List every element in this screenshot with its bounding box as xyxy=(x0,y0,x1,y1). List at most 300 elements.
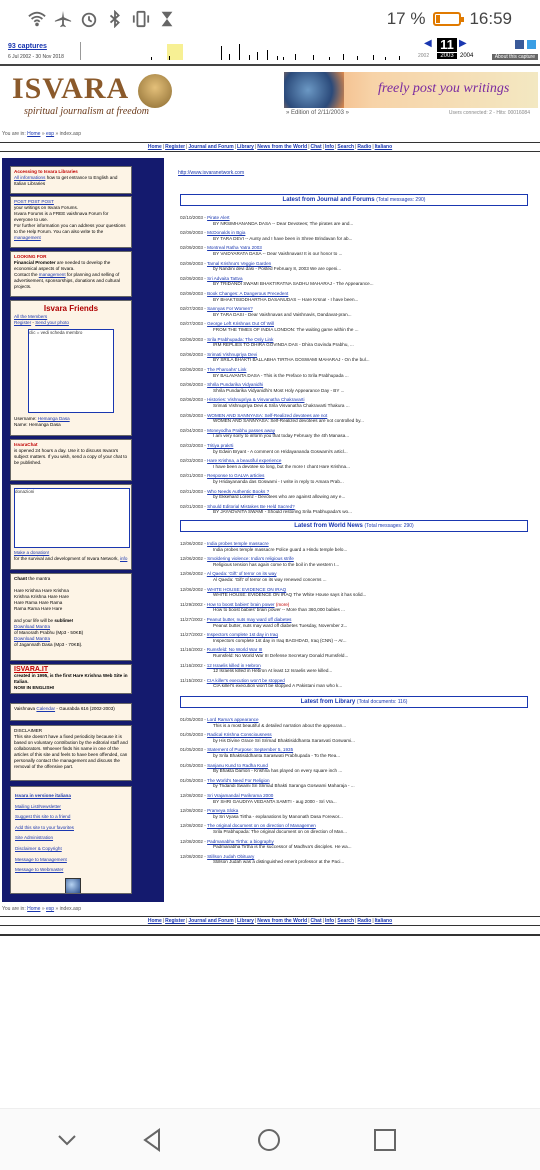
entry-date: 11/27/2002 - xyxy=(180,632,206,638)
entry-title-link[interactable]: The World's Need For Religion xyxy=(207,777,270,783)
entry-title-link[interactable]: Peanut butter, nuts may ward off diabetes xyxy=(206,617,292,622)
nav-link[interactable]: News from the World xyxy=(257,144,308,150)
list-item xyxy=(180,823,530,834)
list-item xyxy=(180,747,530,758)
entry-description: by Tridandi Swami Sri Srimad Bhakti Saranga Goswami Maharaja - ... xyxy=(213,783,355,789)
entry-title-link[interactable]: The original document on on direction of Managemen xyxy=(207,823,316,829)
nav-separator: | xyxy=(355,144,357,150)
list-item xyxy=(180,261,530,272)
captures-link[interactable]: 93 captures xyxy=(8,43,47,50)
entry-description: Al Qaeda: 'Gift' of terror on its way renewed concerns ... xyxy=(213,576,327,582)
list-item xyxy=(180,854,530,865)
entry-description: by His Divine Grace Sri Srimad Bhaktisiddhanta Sarasvati Goswami... xyxy=(213,737,355,743)
nav-separator: | xyxy=(162,918,165,924)
entry-description: How to boost babies' brain power -- More than 360,000 babies ... xyxy=(213,607,345,613)
site-link[interactable]: Message to Webmaster xyxy=(15,867,64,873)
histogram-bar xyxy=(229,54,230,60)
member-name: Hemanga Dasa xyxy=(28,422,61,427)
site-logo[interactable] xyxy=(4,72,174,124)
member-photo-alt: clic = vedi scheda membro xyxy=(29,330,83,335)
entry-date: 02/09/2003 - xyxy=(180,260,206,266)
banner-portrait-icon xyxy=(284,72,344,108)
list-item xyxy=(180,337,530,348)
entry-description: by Nandini devi dasi - Posted February 8, 2003 We are openi... xyxy=(213,266,342,272)
download-mantra-link-2[interactable]: Download Mantra xyxy=(14,636,51,641)
list-item xyxy=(180,276,530,287)
entry-description: BY SRILA BHAKTI BALLABHA TIRTHA GOSWAMI MAHARAJ - On the bul... xyxy=(213,357,370,363)
recents-icon[interactable] xyxy=(372,1127,398,1153)
list-item xyxy=(180,230,530,241)
entry-title-link[interactable]: Shrila Pundarika Vidyanidhi xyxy=(207,382,264,388)
site-link[interactable]: Mailing List/Newsletter xyxy=(15,803,61,809)
chat-title[interactable]: IsvaraChat xyxy=(14,442,38,447)
entry-title-link[interactable]: Tamal Krishna's Veggie Garden xyxy=(207,260,272,266)
about-capture-button[interactable]: About this capture xyxy=(492,54,538,60)
section-title[interactable]: Latest from Journal and Forums xyxy=(282,197,375,203)
header-banner[interactable] xyxy=(284,72,538,108)
list-item xyxy=(180,617,530,628)
entry-date: 02/06/2003 - xyxy=(180,382,206,388)
entry-title-link[interactable]: Should Editorial Mistakes Be Held Sacred? xyxy=(207,503,295,509)
all-members-link[interactable]: All the Members xyxy=(14,314,48,319)
entry-date: 02/09/2003 - xyxy=(180,245,206,251)
histogram-bar xyxy=(373,55,374,60)
breadcrumb-bottom: You are in: Home » esp » index.asp xyxy=(2,906,82,912)
donation-box: donazioni Make a donation! for the survival and development of Isvara Network, info xyxy=(10,484,132,570)
back-icon[interactable] xyxy=(140,1127,166,1153)
calendar-box: Vaishnava Calendar - Gaurabda 616 (2002-2003) xyxy=(10,703,132,721)
looking-for-box: LOOKING FOR Financial Promoter are needed to develop the economical aspects of Isvara. Contact the management for planning and selling of advertisement, sponsorships, donations and cultural projects. xyxy=(10,251,132,297)
home-icon[interactable] xyxy=(256,1127,282,1153)
entry-description: Rumsfeld: No World War III Defense Secretary Donald Rumsfeld... xyxy=(213,652,349,658)
send-photo-link[interactable]: Send your photo xyxy=(35,320,69,325)
entry-title-link[interactable]: Pirate Alert xyxy=(207,215,230,220)
isvara-it-link[interactable]: ISVARA.IT xyxy=(14,666,49,673)
list-item xyxy=(180,587,530,598)
entry-title-link[interactable]: Sannyas For Women? xyxy=(207,306,253,312)
clock: 16:59 xyxy=(469,9,512,28)
entry-description: Padmanabha Tirtha is the successor of Madhva's disciples. He wa... xyxy=(213,844,352,850)
list-item xyxy=(180,443,530,454)
nav-link[interactable]: Home xyxy=(147,918,162,924)
entry-description: IRM REPLIES TO DHIRA GOVINDA DAS - Dhira Govinda Prabhu, ... xyxy=(213,342,354,348)
list-item xyxy=(180,717,530,728)
list-item xyxy=(180,397,530,408)
list-item xyxy=(180,647,530,658)
year-next[interactable]: 2004 xyxy=(460,53,474,59)
histogram-bar xyxy=(249,55,250,60)
site-link[interactable]: Suggest this site to a friend xyxy=(15,814,71,820)
nav-separator: | xyxy=(355,918,357,924)
entry-description: BY TARA DASI - Dear Vaishnavas and Vaishnavis, Dandavat-pran... xyxy=(213,311,352,317)
management-link-2[interactable]: management xyxy=(38,272,66,277)
site-link[interactable]: Add this site to your favorites xyxy=(15,824,74,830)
histogram-bar xyxy=(313,55,314,60)
entry-title-link[interactable]: Lord Rama's appearance xyxy=(207,717,259,722)
entry-description: BY BALAVANTA DASA - This is the Preface to Srila Prabhupada ... xyxy=(213,372,349,378)
entry-description: Srimati Vishnupriya Devi & Srila Visvanatha Chakravarti Thakura ... xyxy=(213,402,350,408)
nav-link[interactable]: Info xyxy=(324,144,335,150)
entry-date: 12/08/2002 - xyxy=(180,793,206,798)
entry-description: 12 Israelis killed in Hebron At least 12 Israelis were killed... xyxy=(213,668,333,674)
entry-date: 02/06/2003 - xyxy=(180,336,206,342)
disclaimer-box: DISCLAIMER This site doesn't have a fixed periodicity because it is based on voluntary contribution by the editorial staff and collaborators. Whoever finds his name in one of the articles of this site and feels to have been offended, can personally contact the management and discuss the removal of the offensive part. xyxy=(10,725,132,781)
edition-label: » Edition of 2/11/2003 » xyxy=(286,110,349,116)
entry-date: 02/03/2003 - xyxy=(180,443,206,448)
entry-title-link[interactable]: Response to GALVA articles xyxy=(207,473,265,479)
entry-title-link[interactable]: Prameya Sloka xyxy=(207,808,239,814)
entry-description: BY TRIDANDI SWAMI BHAKTIRATNA SADHU MAHARAJ - The Appearance... xyxy=(213,281,374,287)
list-item xyxy=(180,541,530,552)
nav-separator: | xyxy=(322,144,324,150)
entry-title-link[interactable]: Sri Vrajamandal Parikrama 2000 xyxy=(207,793,274,798)
histogram-bar xyxy=(151,57,152,60)
entry-date: 01/05/2003 - xyxy=(180,747,206,753)
battery-icon xyxy=(433,12,461,26)
histogram-bar xyxy=(357,56,358,60)
isvara-it-box: ISVARA.IT created in 1995, is the first Hare Krishna Web Site in Italian. NOW IN ENGLISH! xyxy=(10,664,132,694)
nav-separator: | xyxy=(308,144,310,150)
isvaranetwork-image-link[interactable]: http://www.isvaranetwork.com xyxy=(178,170,245,176)
nav-link[interactable]: Radio xyxy=(357,144,372,150)
entry-date: 02/06/2003 - xyxy=(180,367,206,372)
donation-info-link[interactable]: info xyxy=(119,556,128,561)
entry-date: 02/01/2003 - xyxy=(180,488,206,494)
list-item xyxy=(180,489,530,500)
battery-fill xyxy=(436,15,440,23)
entry-date: 12/06/2002 - xyxy=(180,541,206,546)
entry-description: Religious tension has again come to the boil in the western I... xyxy=(213,561,340,567)
chat-box: IsvaraChat is opened 24 hours a day. Use it to discuss Isvara's subject matters. If you wish, send a copy of your chat to be published. xyxy=(10,439,132,481)
list-item xyxy=(180,504,530,515)
mantra-box: Chant the mantra Hare Krishna Hare Krishna Krishna Krishna Hare Hare Hare Rama Hare Rama Rama Rama Hare Hare and your life will be sublime! Download Mantra of Manorath Prabhu (Mp3 - 50KB) Download Mantra of Jagannath Dasa (Mp3 - 70KB). xyxy=(10,573,132,661)
make-donation-link[interactable]: Make a donation! xyxy=(14,550,50,555)
year-current: 2003 xyxy=(437,53,457,59)
list-item xyxy=(180,678,530,689)
entry-description: BY VAIDYARATA DASA -- Dear Vaishnavas! It is our honor to ... xyxy=(213,250,343,256)
nav-separator: | xyxy=(234,144,236,150)
list-item xyxy=(180,367,530,378)
list-item xyxy=(180,808,530,819)
entry-title-link[interactable]: Moneyodha Prabhu passes away xyxy=(207,427,276,433)
entry-title-link[interactable]: Srila Prabhupada: The Only Link xyxy=(207,336,274,342)
entry-date: 02/05/2003 - xyxy=(180,412,206,418)
member-photo[interactable] xyxy=(28,329,114,413)
entry-date: 12/08/2002 - xyxy=(180,838,206,844)
histogram-bar xyxy=(221,46,222,60)
entry-description: This is a most beautiful & detailed narration about the appearan... xyxy=(213,722,347,728)
social-icons xyxy=(515,40,536,49)
management-link[interactable]: management xyxy=(14,235,41,240)
calendar-link[interactable]: Calendar xyxy=(36,706,56,711)
histogram-bar xyxy=(329,57,330,60)
entry-date: 02/01/2003 - xyxy=(180,503,206,509)
site-link[interactable]: Isvara in versione italiana xyxy=(15,793,71,798)
entry-date: 01/05/2003 - xyxy=(180,732,206,738)
list-item xyxy=(180,306,530,317)
entry-date: 02/04/2003 - xyxy=(180,427,206,433)
entry-title-link[interactable]: Smoldering violence: India's religious strife xyxy=(207,556,294,562)
entry-title-link[interactable]: Sanjanu Kund to Radha Kund xyxy=(207,762,268,768)
entry-description: Shrila Pundarika Vidyanidhi's Most Holy Appearance Day - BY ... xyxy=(213,387,345,393)
entry-description: by Edwin Bryant - A comment on Hridayananda Goswami's articl... xyxy=(213,448,348,454)
entry-date: 12/06/2002 - xyxy=(180,556,206,562)
top-nav xyxy=(0,142,540,152)
entry-title-link[interactable]: Montreal Ratha Yatra 2003 xyxy=(207,245,262,251)
entry-description: India probes temple massacre Police guard a Hindu temple belo... xyxy=(213,546,348,552)
entry-title-link[interactable]: Hare Krishna, a beautiful experience xyxy=(207,458,282,464)
nav-link[interactable]: Search xyxy=(337,918,355,924)
nav-link[interactable]: Search xyxy=(337,144,355,150)
entry-description: WHITE HOUSE: EVIDENCE ON IRAQ The White House says it has solid... xyxy=(213,592,367,598)
entry-title-link[interactable]: How to boost babies' brain power xyxy=(206,601,275,607)
entry-date: 11/15/2002 - xyxy=(180,677,206,683)
entry-title-link[interactable]: Inspectors complete 1st day in Iraq xyxy=(206,632,278,638)
entry-date: 12/08/2002 - xyxy=(180,853,206,859)
nav-separator: | xyxy=(234,918,236,924)
entry-date: 02/01/2003 - xyxy=(180,473,206,479)
nav-separator: | xyxy=(162,144,165,150)
prev-capture-icon[interactable]: ◀ xyxy=(424,38,432,49)
list-item xyxy=(180,215,530,226)
facebook-icon[interactable] xyxy=(515,40,524,49)
nav-separator: | xyxy=(335,144,337,150)
entry-date: 02/10/2003 - xyxy=(180,215,206,220)
entry-title-link[interactable]: Tritiya prakrti xyxy=(207,443,234,448)
entry-description: BY NRSIMHANANDA DASA -- Dear Devotees; The pirates are and... xyxy=(213,220,354,226)
list-item xyxy=(180,839,530,850)
entry-description: Stillson Judah was a distinguished emerit professor at the Paci... xyxy=(213,859,345,865)
entry-title-link[interactable]: WHITE HOUSE: EVIDENCE ON IRAQ xyxy=(207,586,287,592)
histogram-bar xyxy=(399,56,400,60)
entry-title-link[interactable]: 12 Israelis killed in Hebron xyxy=(206,662,261,668)
entry-title-link[interactable]: Histories: Vishnupriya & Visvanatha Chakravarti xyxy=(207,397,305,403)
alarm-icon xyxy=(80,10,98,28)
entry-date: 11/16/2002 - xyxy=(180,662,206,668)
nav-separator: | xyxy=(372,144,374,150)
section-header-library xyxy=(180,696,528,708)
entry-description: by Sri Vyasa Tirtha - explanations by Manonath Dasa Forewor... xyxy=(213,813,343,819)
nav-link[interactable]: News from the World xyxy=(257,918,308,924)
list-item xyxy=(180,632,530,643)
list-item xyxy=(180,428,530,439)
entry-date: 02/09/2003 - xyxy=(180,230,206,236)
entry-date: 02/07/2003 - xyxy=(180,306,206,312)
next-capture-icon[interactable]: ▶ xyxy=(459,38,467,49)
entry-description: BY JAYADVAITA SWAMI - Should restoring Srila Prabhupada's wo... xyxy=(213,509,352,515)
list-item xyxy=(180,473,530,484)
nav-link[interactable]: Register xyxy=(165,144,186,150)
friends-title: Isvara Friends xyxy=(43,304,99,313)
system-nav-bar xyxy=(0,1108,540,1170)
list-item xyxy=(180,413,530,424)
logo-portrait-icon xyxy=(138,74,172,108)
year-prev[interactable]: 2002 xyxy=(418,53,430,59)
list-item xyxy=(180,352,530,363)
breadcrumb-home-bottom[interactable]: Home xyxy=(27,906,41,912)
entry-date: 01/05/2003 - xyxy=(180,717,206,722)
nav-link[interactable]: Library xyxy=(237,918,254,924)
post-link[interactable]: POST POST POST xyxy=(14,199,54,204)
entry-date: 12/08/2002 - xyxy=(180,808,206,814)
bluetooth-icon xyxy=(106,10,124,28)
entry-date: 01/05/2003 - xyxy=(180,762,206,768)
entry-date: 02/09/2003 - xyxy=(180,291,206,296)
nav-link[interactable]: Register xyxy=(165,918,186,924)
breadcrumb-section-bottom[interactable]: esp xyxy=(46,906,55,912)
users-connected: Users connected: 2 - Hits: 00016084 xyxy=(448,110,530,116)
entry-description: By Bhakta Damon - Krishna has played on every square inch ... xyxy=(213,768,343,774)
entry-title-link[interactable]: Al Qaeda: 'Gift' of terror on its way xyxy=(206,571,277,577)
nav-separator: | xyxy=(186,144,188,150)
twitter-icon[interactable] xyxy=(527,40,536,49)
entry-description: by Hridayananda das Goswami - I write in reply to Amara Prab... xyxy=(213,478,344,484)
entry-date: 02/06/2003 - xyxy=(180,397,206,403)
nav-link[interactable]: Journal and Forum xyxy=(188,918,234,924)
nav-link[interactable]: Italiano xyxy=(374,144,393,150)
download-mantra-link-1[interactable]: Download Mantra xyxy=(14,624,51,629)
globe-icon[interactable] xyxy=(65,878,81,894)
site-link[interactable]: Site Administration xyxy=(15,835,54,841)
list-item xyxy=(180,602,530,613)
entry-date: 02/06/2003 - xyxy=(180,351,206,357)
vibrate-icon xyxy=(132,10,150,28)
section-header-news xyxy=(180,520,528,532)
nav-separator: | xyxy=(254,918,257,924)
entry-description: BY BHAKTISIDDHARTHA DASANUDAS -- Hare Krsna! - I have been... xyxy=(213,296,359,302)
section-count: (Total messages: 290) xyxy=(364,523,414,529)
entry-title-link[interactable]: Statement of Purpose: September 5, 1935 xyxy=(207,747,294,753)
entry-date: 11/27/2002 - xyxy=(180,617,206,622)
status-icons xyxy=(28,10,176,28)
entry-title-link[interactable]: Book Changes: A Dangerous Precedent xyxy=(207,291,289,296)
entry-title-link[interactable]: Rumsfeld: No World War III xyxy=(206,647,263,653)
status-bar xyxy=(0,0,540,38)
entry-title-link[interactable]: CIA killer's execution won't be stopped xyxy=(206,677,285,683)
libraries-box: Accessing to Isvara Libraries All informations how to get entrance to English and Italian Libraries xyxy=(10,166,132,194)
list-item xyxy=(180,321,530,332)
chevron-down-icon[interactable] xyxy=(54,1127,80,1153)
nav-separator: | xyxy=(186,918,188,924)
nav-link[interactable]: Italiano xyxy=(374,918,393,924)
entry-description: I have been a devotee so long, but the more I chant Hare Krishna... xyxy=(213,463,350,469)
site-links-box xyxy=(10,786,132,894)
entry-description: Peanut butter, nuts may ward off diabetes Tuesday, November 2... xyxy=(213,622,348,628)
entry-title-link[interactable]: India probes temple massacre xyxy=(207,541,269,546)
nav-link[interactable]: Journal and Forum xyxy=(188,144,234,150)
nav-link[interactable]: Library xyxy=(237,144,254,150)
all-informations-link[interactable]: All informations xyxy=(14,175,46,180)
list-item xyxy=(180,556,530,567)
nav-separator: | xyxy=(322,918,324,924)
section-title[interactable]: Latest from Library xyxy=(300,699,356,705)
status-right xyxy=(387,9,512,29)
site-link[interactable]: Disclaimer & Copyright xyxy=(15,845,62,851)
entry-title-link[interactable]: WOMEN AND SANNYASA: Self-Realized devotees are not xyxy=(207,412,328,418)
logo-tagline: spiritual journalism at freedom xyxy=(24,106,149,117)
entry-date: 12/06/2002 - xyxy=(180,571,206,577)
donation-image[interactable]: donazioni xyxy=(14,488,130,548)
list-item xyxy=(180,571,530,582)
site-link[interactable]: Message to Management xyxy=(15,856,67,862)
breadcrumb-home[interactable]: Home xyxy=(27,131,41,137)
histogram-bar xyxy=(277,56,278,60)
histogram-bar xyxy=(239,44,240,60)
entry-description: Inspectors complete 1st day in Iraq BAGHDAD, Iraq (CNN) -- Ar... xyxy=(213,637,347,643)
list-item xyxy=(180,793,530,804)
banner-text: freely post you writings xyxy=(378,81,510,96)
nav-separator: | xyxy=(254,144,257,150)
entry-more-link[interactable]: (more) xyxy=(275,601,290,607)
entry-date: 02/03/2003 - xyxy=(180,458,206,464)
page-end-line xyxy=(0,934,540,936)
capture-month: 11 xyxy=(437,38,457,52)
section-title[interactable]: Latest from World News xyxy=(294,523,363,529)
entry-title-link[interactable]: Who Needs Authentic Books ? xyxy=(207,488,270,494)
list-item xyxy=(180,732,530,743)
entry-title-link[interactable]: Sri Advaita Tattva xyxy=(207,275,243,281)
nav-separator: | xyxy=(308,918,310,924)
capture-range: 6 Jul 2002 - 30 Nov 2018 xyxy=(8,54,64,60)
nav-separator: | xyxy=(372,918,374,924)
site-header xyxy=(0,66,540,126)
member-username-link[interactable]: Hemanga Dasa xyxy=(37,416,70,421)
nav-link[interactable]: Radio xyxy=(357,918,372,924)
isvara-friends-box: Isvara Friends All the Members Register - Send your photo clic = vedi scheda membro Username: Hemanga Dasa Name: Hemanga Dasa xyxy=(10,300,132,436)
entry-description: CIA killer's execution won't be stopped A Pakistani man who k... xyxy=(213,683,343,689)
nav-separator: | xyxy=(335,918,337,924)
entry-date: 12/06/2002 - xyxy=(180,586,206,592)
nav-link[interactable]: Home xyxy=(147,144,162,150)
section-count: (Total documents: 116) xyxy=(356,699,408,705)
capture-histogram[interactable] xyxy=(80,42,410,60)
histogram-bar xyxy=(343,54,344,60)
airplane-icon xyxy=(54,10,72,28)
entry-title-link[interactable]: George Left Krishnas Out Of Will xyxy=(207,321,274,327)
list-item xyxy=(180,458,530,469)
list-item xyxy=(180,245,530,256)
histogram-bar xyxy=(295,54,296,60)
breadcrumb: You are in: Home » esp » index.asp xyxy=(2,131,82,137)
list-item xyxy=(180,763,530,774)
post-box: POST POST POST your writings on Isvara Forums. Isvara Forums is a FREE vaishnava Forum for everyone to use. For further information you can address your questions to the Help Forum. You can also write to the management xyxy=(10,196,132,248)
entry-description: I am very sorry to inform you that today February the 4th Manasa... xyxy=(213,433,350,439)
entry-title-link[interactable]: The Pharoahs' Link xyxy=(207,367,247,372)
histogram-bar xyxy=(169,56,170,60)
register-link[interactable]: Register xyxy=(14,320,32,325)
entry-title-link[interactable]: Padmanabha Tirtha: a biography xyxy=(207,838,274,844)
section-count: (Total messages: 290) xyxy=(376,197,426,203)
entry-description: BY SHRI GAUDIYA VEDANTA SAMITI - aug 2000 - Sri Vra... xyxy=(213,798,337,804)
battery-percent: 17 % xyxy=(386,9,426,28)
wifi-icon xyxy=(28,10,46,28)
nav-link[interactable]: Info xyxy=(324,918,335,924)
histogram-bar xyxy=(267,50,268,60)
nav-link[interactable]: Chat xyxy=(310,918,322,924)
histogram-bar xyxy=(257,52,258,60)
entry-title-link[interactable]: McDonalds in Bgia xyxy=(207,230,246,236)
nav-link[interactable]: Chat xyxy=(310,144,322,150)
entry-title-link[interactable]: Stillson Judah Obituary xyxy=(207,853,255,859)
entry-title-link[interactable]: Srimati Vishnupriya Devi xyxy=(207,351,258,357)
entry-title-link[interactable]: Radical Krishna Consciousness xyxy=(207,732,272,738)
entry-date: 12/08/2002 - xyxy=(180,823,206,829)
breadcrumb-section[interactable]: esp xyxy=(46,131,55,137)
entry-date: 02/09/2003 - xyxy=(180,275,206,281)
list-item xyxy=(180,778,530,789)
entry-description: WOMEN AND SANNYASA: Self-Realized devotees are not controlled by... xyxy=(213,418,364,424)
list-item xyxy=(180,382,530,393)
